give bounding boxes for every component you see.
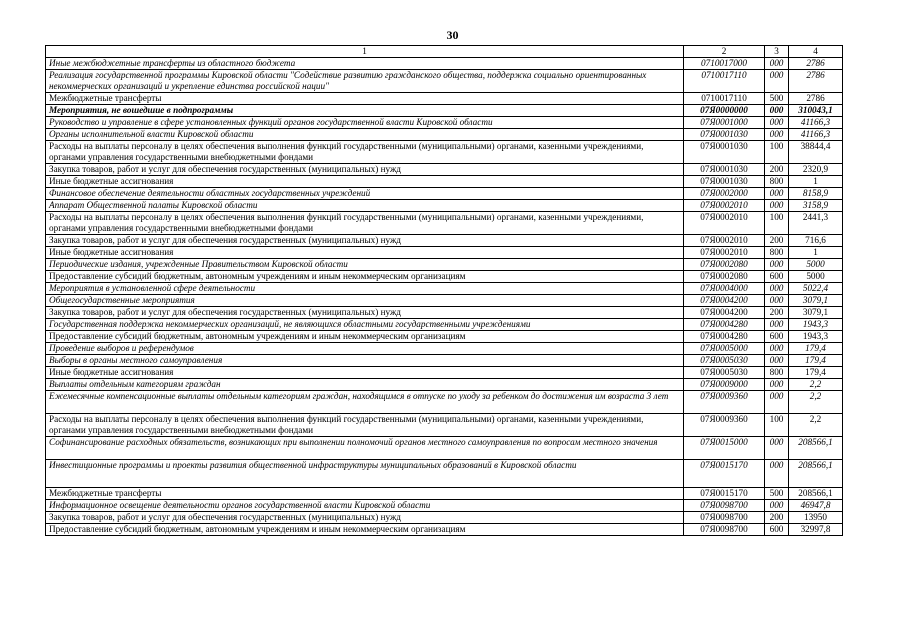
row-amount-cell: 3079,1 xyxy=(789,307,843,319)
table-row xyxy=(46,343,843,355)
row-amount-cell: 1 xyxy=(789,247,843,259)
row-code-cell: 0710017000 xyxy=(684,58,765,70)
table-row xyxy=(46,500,843,512)
page-number: 30 xyxy=(446,28,459,42)
table-row xyxy=(46,524,843,536)
row-name-cell: Органы исполнительной власти Кировской области xyxy=(46,129,684,141)
row-type-cell: 000 xyxy=(765,391,789,414)
row-amount-cell: 46947,8 xyxy=(789,500,843,512)
row-code-cell: 07Я0005000 xyxy=(684,343,765,355)
row-type-cell: 100 xyxy=(765,141,789,164)
row-type-cell: 000 xyxy=(765,259,789,271)
row-type-cell: 000 xyxy=(765,319,789,331)
table-row xyxy=(46,307,843,319)
row-type-cell: 800 xyxy=(765,176,789,188)
row-amount-cell: 1943,3 xyxy=(789,319,843,331)
table-header-row xyxy=(46,46,843,58)
row-type-cell: 800 xyxy=(765,247,789,259)
table-row xyxy=(46,164,843,176)
row-name-cell: Проведение выборов и референдумов xyxy=(46,343,684,355)
row-amount-cell: 208566,1 xyxy=(789,437,843,460)
column-header-name: 1 xyxy=(46,46,684,58)
row-amount-cell: 13950 xyxy=(789,512,843,524)
row-amount-cell: 38844,4 xyxy=(789,141,843,164)
table-row xyxy=(46,271,843,283)
row-amount-cell: 5000 xyxy=(789,271,843,283)
column-header-type: 3 xyxy=(765,46,789,58)
row-amount-cell: 1943,3 xyxy=(789,331,843,343)
row-code-cell: 07Я0004000 xyxy=(684,283,765,295)
row-amount-cell: 32997,8 xyxy=(789,524,843,536)
row-name-cell: Общегосударственные мероприятия xyxy=(46,295,684,307)
row-amount-cell: 2786 xyxy=(789,93,843,105)
table-body xyxy=(46,58,843,536)
row-amount-cell: 2441,3 xyxy=(789,212,843,235)
row-name-cell: Расходы на выплаты персоналу в целях обеспечения выполнения функций государственными (муниципальными) органами, казенными учреждениями, органами управления государственными внебюджетными фондами xyxy=(46,414,684,437)
row-code-cell: 0710017110 xyxy=(684,70,765,93)
row-name-cell: Мероприятия в установленной сфере деятельности xyxy=(46,283,684,295)
table-row xyxy=(46,247,843,259)
row-amount-cell: 41166,3 xyxy=(789,117,843,129)
row-amount-cell: 310043,1 xyxy=(789,105,843,117)
row-amount-cell: 2,2 xyxy=(789,414,843,437)
row-amount-cell: 716,6 xyxy=(789,235,843,247)
row-name-cell: Предоставление субсидий бюджетным, автономным учреждениям и иным некоммерческим организациям xyxy=(46,331,684,343)
row-name-cell: Реализация государственной программы Кировской области "Содействие развитию гражданского общества, поддержка социально ориентированных некоммерческих организаций и укрепление единства российской нации" xyxy=(46,70,684,93)
row-code-cell: 07Я0005030 xyxy=(684,355,765,367)
column-header-code: 2 xyxy=(684,46,765,58)
table-row xyxy=(46,176,843,188)
row-name-cell: Выплаты отдельным категориям граждан xyxy=(46,379,684,391)
row-type-cell: 000 xyxy=(765,58,789,70)
row-amount-cell: 3079,1 xyxy=(789,295,843,307)
row-type-cell: 000 xyxy=(765,343,789,355)
row-name-cell: Периодические издания, учрежденные Правительством Кировской области xyxy=(46,259,684,271)
row-type-cell: 800 xyxy=(765,367,789,379)
row-name-cell: Иные бюджетные ассигнования xyxy=(46,367,684,379)
row-code-cell: 0710017110 xyxy=(684,93,765,105)
row-code-cell: 07Я0001000 xyxy=(684,117,765,129)
table-row xyxy=(46,117,843,129)
row-code-cell: 07Я0004280 xyxy=(684,319,765,331)
table-row xyxy=(46,437,843,460)
table-row xyxy=(46,259,843,271)
row-name-cell: Ежемесячные компенсационные выплаты отдельным категориям граждан, находящимся в отпуске по уходу за ребенком до достижения им возраста 3 лет xyxy=(46,391,684,414)
row-type-cell: 600 xyxy=(765,331,789,343)
row-code-cell: 07Я0002010 xyxy=(684,212,765,235)
column-header-amount: 4 xyxy=(789,46,843,58)
row-code-cell: 07Я0004280 xyxy=(684,331,765,343)
row-name-cell: Закупка товаров, работ и услуг для обеспечения государственных (муниципальных) нужд xyxy=(46,512,684,524)
table-row xyxy=(46,460,843,488)
row-name-cell: Государственная поддержка некоммерческих организаций, не являющихся областными государственными учреждениями xyxy=(46,319,684,331)
table-row xyxy=(46,93,843,105)
row-amount-cell: 179,4 xyxy=(789,343,843,355)
row-code-cell: 07Я0004200 xyxy=(684,295,765,307)
row-code-cell: 07Я0002010 xyxy=(684,247,765,259)
table-row xyxy=(46,129,843,141)
row-name-cell: Информационное освещение деятельности органов государственной власти Кировской области xyxy=(46,500,684,512)
row-name-cell: Расходы на выплаты персоналу в целях обеспечения выполнения функций государственными (муниципальными) органами, казенными учреждениями, органами управления государственными внебюджетными фондами xyxy=(46,141,684,164)
row-code-cell: 07Я0098700 xyxy=(684,512,765,524)
row-code-cell: 07Я0098700 xyxy=(684,524,765,536)
row-code-cell: 07Я0098700 xyxy=(684,500,765,512)
row-type-cell: 000 xyxy=(765,460,789,488)
row-type-cell: 500 xyxy=(765,93,789,105)
row-type-cell: 500 xyxy=(765,488,789,500)
row-amount-cell: 8158,9 xyxy=(789,188,843,200)
row-amount-cell: 3158,9 xyxy=(789,200,843,212)
row-amount-cell: 208566,1 xyxy=(789,488,843,500)
table-row xyxy=(46,70,843,93)
row-code-cell: 07Я0015170 xyxy=(684,460,765,488)
row-amount-cell: 2320,9 xyxy=(789,164,843,176)
row-name-cell: Закупка товаров, работ и услуг для обеспечения государственных (муниципальных) нужд xyxy=(46,235,684,247)
row-code-cell: 07Я0009360 xyxy=(684,414,765,437)
row-code-cell: 07Я0009360 xyxy=(684,391,765,414)
row-type-cell: 000 xyxy=(765,437,789,460)
table-row xyxy=(46,188,843,200)
row-name-cell: Инвестиционные программы и проекты развития общественной инфраструктуры муниципальных образований в Кировской области xyxy=(46,460,684,488)
table-row xyxy=(46,212,843,235)
row-code-cell: 07Я0001030 xyxy=(684,129,765,141)
table-row xyxy=(46,235,843,247)
table-row xyxy=(46,488,843,500)
table-row xyxy=(46,283,843,295)
row-code-cell: 07Я0001030 xyxy=(684,141,765,164)
row-amount-cell: 2,2 xyxy=(789,379,843,391)
row-type-cell: 100 xyxy=(765,414,789,437)
row-amount-cell: 2786 xyxy=(789,58,843,70)
row-name-cell: Предоставление субсидий бюджетным, автономным учреждениям и иным некоммерческим организациям xyxy=(46,271,684,283)
table-row xyxy=(46,331,843,343)
row-type-cell: 200 xyxy=(765,512,789,524)
row-name-cell: Финансовое обеспечение деятельности областных государственных учреждений xyxy=(46,188,684,200)
row-type-cell: 000 xyxy=(765,283,789,295)
row-name-cell: Закупка товаров, работ и услуг для обеспечения государственных (муниципальных) нужд xyxy=(46,164,684,176)
row-type-cell: 000 xyxy=(765,500,789,512)
row-name-cell: Иные межбюджетные трансферты из областного бюджета xyxy=(46,58,684,70)
row-name-cell: Иные бюджетные ассигнования xyxy=(46,176,684,188)
row-amount-cell: 5022,4 xyxy=(789,283,843,295)
row-name-cell: Выборы в органы местного самоуправления xyxy=(46,355,684,367)
budget-table xyxy=(45,45,843,536)
row-name-cell: Межбюджетные трансферты xyxy=(46,488,684,500)
table-row xyxy=(46,105,843,117)
row-name-cell: Руководство и управление в сфере установленных функций органов государственной власти Кировской области xyxy=(46,117,684,129)
row-code-cell: 07Я0002010 xyxy=(684,200,765,212)
row-type-cell: 000 xyxy=(765,188,789,200)
row-amount-cell: 179,4 xyxy=(789,355,843,367)
row-amount-cell: 179,4 xyxy=(789,367,843,379)
row-amount-cell: 5000 xyxy=(789,259,843,271)
row-type-cell: 600 xyxy=(765,271,789,283)
row-code-cell: 07Я0002080 xyxy=(684,271,765,283)
row-name-cell: Иные бюджетные ассигнования xyxy=(46,247,684,259)
table-row xyxy=(46,379,843,391)
row-type-cell: 100 xyxy=(765,212,789,235)
row-type-cell: 000 xyxy=(765,379,789,391)
row-amount-cell: 2786 xyxy=(789,70,843,93)
table-row xyxy=(46,58,843,70)
row-amount-cell: 1 xyxy=(789,176,843,188)
table-row xyxy=(46,512,843,524)
table-row xyxy=(46,200,843,212)
row-type-cell: 000 xyxy=(765,295,789,307)
row-amount-cell: 208566,1 xyxy=(789,460,843,488)
row-name-cell: Расходы на выплаты персоналу в целях обеспечения выполнения функций государственными (муниципальными) органами, казенными учреждениями, органами управления государственными внебюджетными фондами xyxy=(46,212,684,235)
row-code-cell: 07Я0002080 xyxy=(684,259,765,271)
row-code-cell: 07Я0004200 xyxy=(684,307,765,319)
table-row xyxy=(46,319,843,331)
row-name-cell: Предоставление субсидий бюджетным, автономным учреждениям и иным некоммерческим организациям xyxy=(46,524,684,536)
row-code-cell: 07Я0005030 xyxy=(684,367,765,379)
table-row xyxy=(46,367,843,379)
table-row xyxy=(46,141,843,164)
row-code-cell: 07Я0001030 xyxy=(684,176,765,188)
row-name-cell: Мероприятия, не вошедшие в подпрограммы xyxy=(46,105,684,117)
row-code-cell: 07Я0000000 xyxy=(684,105,765,117)
row-code-cell: 07Я0015000 xyxy=(684,437,765,460)
row-type-cell: 200 xyxy=(765,164,789,176)
row-type-cell: 000 xyxy=(765,105,789,117)
row-code-cell: 07Я0009000 xyxy=(684,379,765,391)
row-type-cell: 600 xyxy=(765,524,789,536)
table-row xyxy=(46,295,843,307)
row-amount-cell: 41166,3 xyxy=(789,129,843,141)
row-type-cell: 000 xyxy=(765,200,789,212)
row-code-cell: 07Я0001030 xyxy=(684,164,765,176)
row-name-cell: Софинансирование расходных обязательств, возникающих при выполнении полномочий органов местного самоуправления по вопросам местного значения xyxy=(46,437,684,460)
row-code-cell: 07Я0002000 xyxy=(684,188,765,200)
row-type-cell: 000 xyxy=(765,129,789,141)
row-name-cell: Закупка товаров, работ и услуг для обеспечения государственных (муниципальных) нужд xyxy=(46,307,684,319)
row-type-cell: 200 xyxy=(765,307,789,319)
table-row xyxy=(46,414,843,437)
row-code-cell: 07Я0015170 xyxy=(684,488,765,500)
row-name-cell: Аппарат Общественной палаты Кировской области xyxy=(46,200,684,212)
table-row xyxy=(46,391,843,414)
row-type-cell: 200 xyxy=(765,235,789,247)
table-row xyxy=(46,355,843,367)
row-type-cell: 000 xyxy=(765,117,789,129)
row-amount-cell: 2,2 xyxy=(789,391,843,414)
row-name-cell: Межбюджетные трансферты xyxy=(46,93,684,105)
row-type-cell: 000 xyxy=(765,355,789,367)
row-code-cell: 07Я0002010 xyxy=(684,235,765,247)
row-type-cell: 000 xyxy=(765,70,789,93)
